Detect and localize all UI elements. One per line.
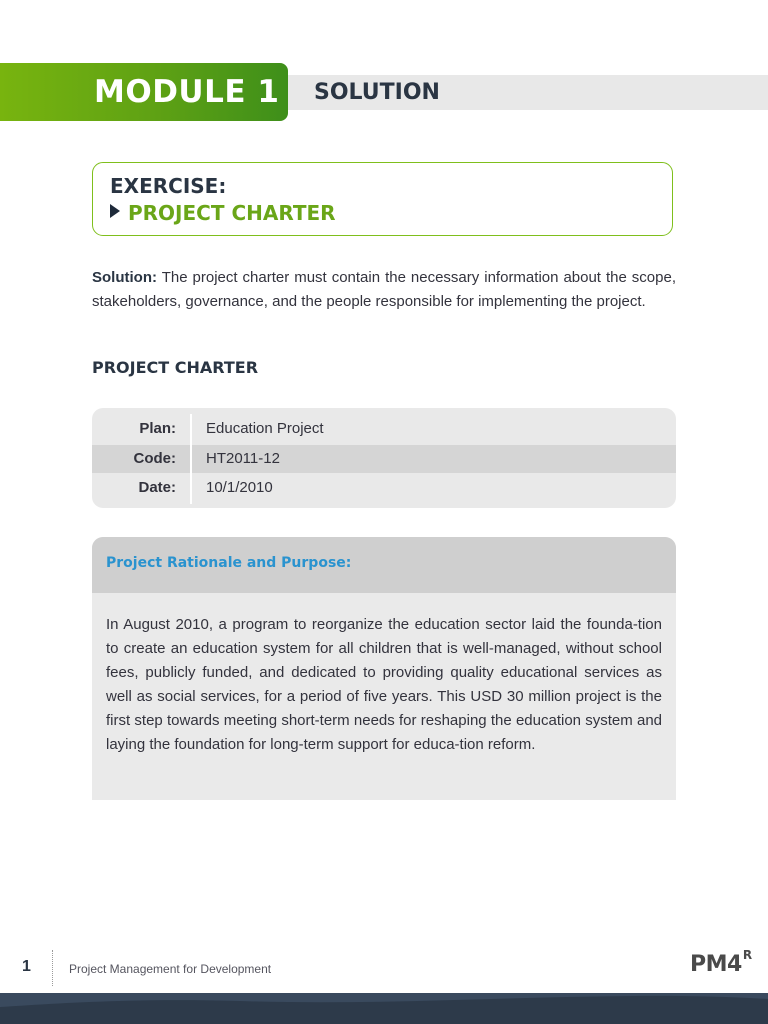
logo-superscript: R <box>742 948 753 962</box>
logo-main: PM4 <box>690 952 742 977</box>
exercise-box <box>92 162 673 236</box>
info-value: Education Project <box>206 420 324 437</box>
exercise-name: PROJECT CHARTER <box>128 201 336 225</box>
bottom-band <box>0 993 768 1024</box>
exercise-label: EXERCISE: <box>110 174 227 198</box>
rationale-text: In August 2010, a program to reorganize the education sector laid the founda-tion to create an education system for all children that is well-managed, without school fees, publicly funded, and dedicated to providing quality educational services as well as social services, for a period of five years. This USD 30 million project is the first step towards meeting short-term needs for reshaping the education system and laying the foundation for long-term support for educa-tion reform. <box>106 616 662 753</box>
footer-text: Project Management for Development <box>69 962 272 976</box>
solution-text: The project charter must contain the necessary information about the scope, stakeholders, governance, and the people responsible for implementing the project. <box>92 269 676 310</box>
info-value: HT2011-12 <box>206 450 280 467</box>
rationale-header <box>92 537 676 593</box>
info-row-plan <box>92 415 676 443</box>
info-row-code <box>92 445 676 473</box>
rationale-title: Project Rationale and Purpose: <box>106 555 352 571</box>
module-title: MODULE 1 <box>94 74 280 110</box>
exercise-name-row <box>110 201 336 225</box>
charter-heading: PROJECT CHARTER <box>92 358 259 377</box>
section-title: SOLUTION <box>314 80 440 105</box>
info-label: Date: <box>138 479 176 496</box>
rationale-box <box>92 537 676 800</box>
info-table <box>92 408 676 508</box>
info-label: Code: <box>133 450 176 467</box>
solution-paragraph <box>92 266 676 314</box>
info-row-date <box>92 474 676 502</box>
info-value: 10/1/2010 <box>206 479 273 496</box>
bottom-wave-decoration <box>0 993 768 1024</box>
info-label: Plan: <box>139 420 176 437</box>
footer-separator <box>52 950 53 986</box>
play-triangle-icon <box>110 204 120 218</box>
page-number: 1 <box>22 958 31 975</box>
solution-lead: Solution: <box>92 269 157 286</box>
pm4r-logo <box>690 948 753 977</box>
info-divider <box>190 414 192 504</box>
